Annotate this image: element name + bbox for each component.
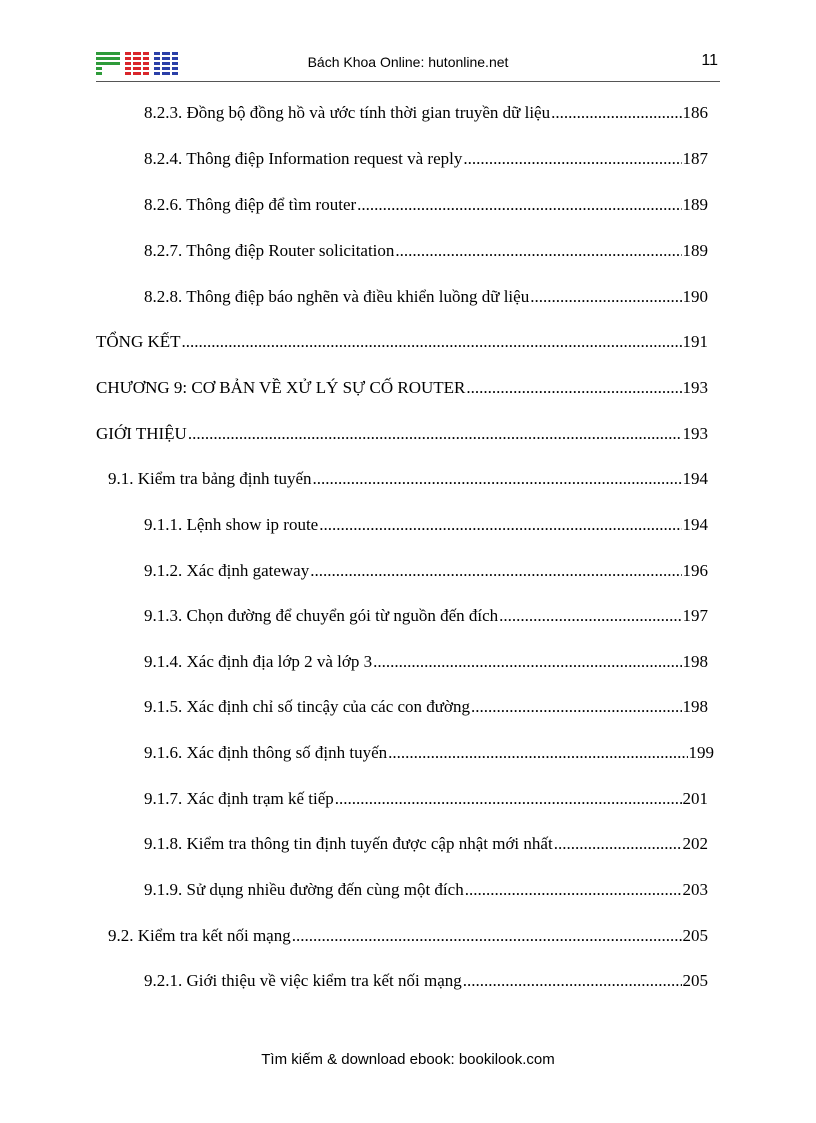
toc-entry-title: 9.1.8. Kiểm tra thông tin định tuyến được cập nhật mới nhất (144, 834, 553, 853)
toc-entry-title: TỔNG KẾT (96, 332, 181, 351)
toc-leader (292, 926, 682, 946)
toc-entry[interactable] (144, 880, 708, 900)
toc-leader (388, 743, 687, 763)
toc-entry-page: 203 (682, 880, 708, 899)
toc-entry[interactable] (144, 743, 714, 763)
toc-leader (188, 424, 682, 444)
toc-entry[interactable] (144, 103, 708, 123)
toc-leader (313, 469, 682, 489)
toc-leader (530, 287, 681, 307)
toc-entry-title: 9.1.1. Lệnh show ip route (144, 515, 319, 534)
toc-leader (471, 697, 682, 717)
toc-leader (319, 515, 681, 535)
toc-entry-title: 9.1.5. Xác định chỉ số tincậy của các con đường (144, 697, 470, 716)
toc-entry-page: 196 (682, 561, 708, 580)
toc-entry[interactable] (144, 971, 708, 991)
toc-entry[interactable] (108, 926, 708, 946)
toc-entry-title: 9.1.4. Xác định địa lớp 2 và lớp 3 (144, 652, 373, 671)
toc-entry-title: 8.2.7. Thông điệp Router solicitation (144, 241, 395, 260)
toc-entry[interactable] (144, 789, 708, 809)
page-header (96, 48, 720, 78)
toc-entry-title: 8.2.3. Đồng bộ đồng hồ và ước tính thời gian truyền dữ liệu (144, 103, 551, 122)
toc-entry-title: 8.2.8. Thông điệp báo nghẽn và điều khiển luồng dữ liệu (144, 287, 530, 306)
toc-entry[interactable] (144, 606, 708, 626)
toc-leader (373, 652, 681, 672)
toc-entry-page: 189 (682, 241, 708, 260)
toc-entry-page: 198 (682, 652, 708, 671)
toc-entry-title: 8.2.4. Thông điệp Information request và reply (144, 149, 463, 168)
toc-entry[interactable] (144, 697, 708, 717)
toc-entry-page: 186 (682, 103, 708, 122)
toc-leader (466, 378, 681, 398)
toc-entry[interactable] (144, 515, 708, 535)
toc-entry[interactable] (96, 332, 708, 352)
toc-entry-page: 197 (682, 606, 708, 625)
toc-leader (357, 195, 681, 215)
page-footer: Tìm kiếm & download ebook: bookilook.com (261, 1051, 555, 1068)
toc-entry[interactable] (144, 241, 708, 261)
toc-entry-page: 191 (682, 332, 708, 351)
toc-entry[interactable] (96, 378, 708, 398)
toc-leader (551, 103, 681, 123)
toc-leader (335, 789, 682, 809)
toc-entry-page: 198 (682, 697, 708, 716)
toc-entry-page: 189 (682, 195, 708, 214)
toc-leader (463, 971, 682, 991)
toc-entry-title: 9.1.7. Xác định trạm kế tiếp (144, 789, 334, 808)
toc-entry-page: 190 (682, 287, 708, 306)
toc-entry[interactable] (144, 195, 708, 215)
toc-entry-page: 205 (682, 971, 708, 990)
toc-entry-page: 187 (682, 149, 708, 168)
header-divider (96, 81, 720, 82)
toc-entry-title: GIỚI THIỆU (96, 424, 187, 443)
toc-entry[interactable] (108, 469, 708, 489)
page-number: 11 (701, 52, 718, 69)
toc-entry-title: 9.1.3. Chọn đường để chuyển gói từ nguồn đến đích (144, 606, 499, 625)
header-site-title: Bách Khoa Online: hutonline.net (307, 54, 509, 70)
toc-entry-title: 9.1. Kiểm tra bảng định tuyến (108, 469, 312, 488)
toc-entry-page: 193 (682, 378, 708, 397)
toc-entry-title: 8.2.6. Thông điệp để tìm router (144, 195, 357, 214)
toc-leader (310, 561, 681, 581)
toc-leader (182, 332, 682, 352)
toc-entry[interactable] (96, 424, 708, 444)
toc-entry-title: CHƯƠNG 9: CƠ BẢN VỀ XỬ LÝ SỰ CỐ ROUTER (96, 378, 466, 397)
toc-entry[interactable] (144, 652, 708, 672)
toc-entry[interactable] (144, 561, 708, 581)
toc-entry-title: 9.1.2. Xác định gateway (144, 561, 310, 580)
toc-entry[interactable] (144, 834, 708, 854)
toc-entry-page: 199 (688, 743, 714, 762)
toc-entry[interactable] (144, 149, 708, 169)
toc-entry-page: 194 (682, 469, 708, 488)
toc-entry-page: 194 (682, 515, 708, 534)
toc-entry-title: 9.1.9. Sử dụng nhiều đường đến cùng một đích (144, 880, 464, 899)
toc-leader (395, 241, 681, 261)
toc-entry-page: 205 (682, 926, 708, 945)
toc-leader (499, 606, 681, 626)
toc-leader (465, 880, 682, 900)
toc-entry-page: 193 (682, 424, 708, 443)
toc-entry[interactable] (144, 287, 708, 307)
toc-entry-title: 9.2. Kiểm tra kết nối mạng (108, 926, 291, 945)
toc-leader (463, 149, 681, 169)
toc-entry-page: 201 (682, 789, 708, 808)
toc-entry-title: 9.1.6. Xác định thông số định tuyến (144, 743, 388, 762)
toc-entry-title: 9.2.1. Giới thiệu về việc kiểm tra kết nối mạng (144, 971, 462, 990)
toc-entry-page: 202 (682, 834, 708, 853)
toc-leader (554, 834, 682, 854)
